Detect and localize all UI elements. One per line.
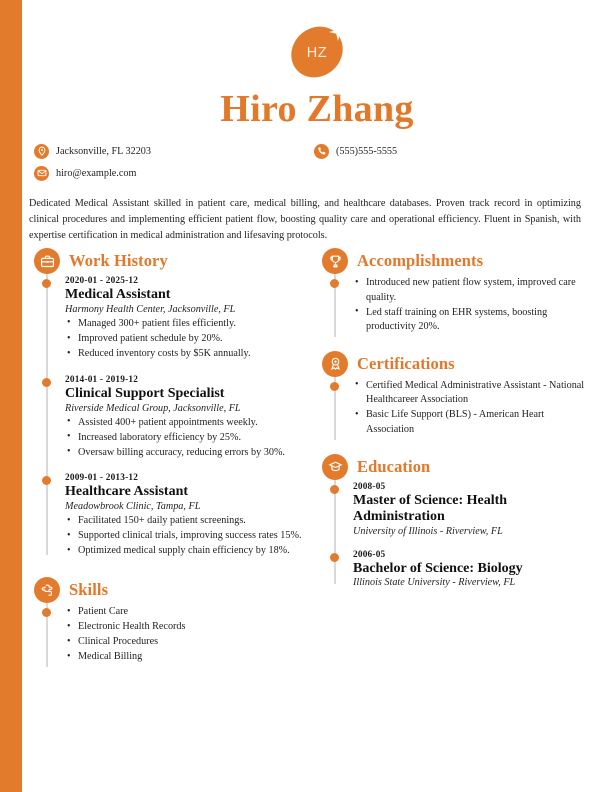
skills-entry	[65, 605, 302, 665]
education-entry-title: Master of Science: Health Administration	[353, 492, 508, 524]
contact-email-text: hiro@example.com	[56, 167, 137, 179]
list-item: • Led staff training on EHR systems, boosting productivity 20%.	[353, 306, 594, 335]
section-skills	[34, 577, 302, 665]
briefcase-icon	[34, 248, 60, 274]
bullet-item: • Oversaw billing accuracy, reducing errors by 30%.	[65, 446, 302, 461]
work-history-title: Work History	[69, 251, 168, 270]
accomplishments-list	[353, 276, 594, 335]
section-education	[322, 454, 594, 589]
candidate-name: Hiro Zhang	[220, 88, 414, 130]
list-item: • Clinical Procedures	[65, 635, 302, 650]
award-ribbon-icon	[322, 351, 348, 377]
certifications-title: Certifications	[357, 353, 455, 373]
contact-location-text: Jacksonville, FL 32203	[56, 145, 151, 157]
contact-email	[34, 166, 136, 181]
work-entry-date: 2020-01 - 2025-12	[65, 276, 139, 286]
list-item: • Electronic Health Records	[65, 620, 302, 635]
education-entry-date: 2008-05	[353, 481, 386, 492]
list-item: • Certified Medical Administrative Assistant - National Healthcareer Association	[353, 379, 594, 408]
section-certifications	[322, 351, 594, 438]
monogram-logo	[282, 22, 352, 84]
right-column	[322, 248, 594, 590]
education-entry-org: Illinois State University - Riverview, FL	[353, 577, 516, 589]
section-work-history	[34, 248, 302, 559]
list-item: • Introduced new patient flow system, improved care quality.	[353, 276, 594, 305]
work-entry-title: Healthcare Assistant	[65, 484, 189, 500]
trophy-icon	[322, 248, 348, 274]
accomplishments-timeline	[322, 276, 594, 335]
resume-header	[22, 0, 612, 194]
phone-icon	[314, 144, 329, 159]
certifications-timeline	[322, 379, 594, 438]
work-entry-org: Riverside Medical Group, Jacksonville, FL	[65, 402, 241, 414]
accomplishments-title: Accomplishments	[357, 251, 484, 270]
bullet-item: • Facilitated 150+ daily patient screenings.	[65, 514, 302, 529]
contact-location	[34, 144, 151, 159]
graduation-cap-icon	[322, 454, 348, 480]
work-entry-title: Medical Assistant	[65, 287, 171, 302]
section-accomplishments	[322, 248, 594, 335]
bullet-item: • Improved patient schedule by 20%.	[65, 332, 302, 347]
contact-info	[22, 144, 612, 194]
logo-initials: HZ	[306, 45, 328, 61]
work-history-timeline	[34, 276, 302, 559]
work-entry	[65, 276, 302, 362]
education-entry	[353, 482, 594, 537]
skills-header	[34, 577, 302, 603]
education-entry	[353, 550, 594, 589]
accomplishments-entry	[353, 276, 594, 335]
work-entry-title: Clinical Support Specialist	[65, 385, 225, 401]
work-entry	[65, 473, 302, 559]
bullet-item: • Supported clinical trials, improving success rates 15%.	[65, 529, 302, 544]
work-entry-date: 2009-01 - 2013-12	[65, 473, 139, 484]
bullet-item: • Optimized medical supply chain efficiency by 18%.	[65, 544, 302, 559]
contact-phone	[314, 144, 397, 159]
education-timeline	[322, 482, 594, 589]
work-entry-bullets	[65, 514, 302, 559]
skills-timeline	[34, 605, 302, 665]
bullet-item: • Increased laboratory efficiency by 25%.	[65, 431, 302, 446]
education-header	[322, 454, 594, 480]
puzzle-piece-icon	[34, 577, 60, 603]
list-item: • Medical Billing	[65, 650, 302, 665]
list-item: • Basic Life Support (BLS) - American Heart Association	[353, 408, 594, 437]
envelope-icon	[34, 166, 49, 181]
left-column	[34, 248, 302, 665]
bullet-item: • Assisted 400+ patient appointments weekly.	[65, 416, 302, 431]
education-title: Education	[357, 456, 431, 476]
location-pin-icon	[34, 144, 49, 159]
certifications-entry	[353, 379, 594, 438]
contact-phone-text: (555)555-5555	[336, 145, 398, 157]
work-entry-bullets	[65, 416, 302, 461]
work-history-header	[34, 248, 302, 274]
education-entry-title: Bachelor of Science: Biology	[353, 560, 523, 576]
bullet-item: • Reduced inventory costs by $5K annually.	[65, 347, 302, 362]
skills-list	[65, 605, 302, 665]
work-entry-bullets	[65, 317, 302, 362]
professional-summary: Dedicated Medical Assistant skilled in patient care, medical billing, and healthcare databases. Proven track record in optimizing clinical procedures and implementing efficient patient flow, boosting quality care and operational efficiency. Fluent in Spanish, with expertise certification in medical administration and lifesaving protocols.	[29, 198, 581, 241]
skills-title: Skills	[69, 580, 109, 600]
work-entry-org: Harmony Health Center, Jacksonville, FL	[65, 303, 236, 315]
education-entry-date: 2006-05	[353, 549, 386, 560]
work-entry-org: Meadowbrook Clinic, Tampa, FL	[65, 501, 201, 513]
bullet-item: • Managed 300+ patient files efficiently.	[65, 317, 302, 332]
accomplishments-header	[322, 248, 594, 274]
certifications-list	[353, 379, 594, 438]
left-accent-bar	[0, 0, 22, 792]
certifications-header	[322, 351, 594, 377]
list-item: • Patient Care	[65, 605, 302, 620]
education-entry-org: University of Illinois - Riverview, FL	[353, 525, 503, 537]
work-entry	[65, 375, 302, 461]
work-entry-date: 2014-01 - 2019-12	[65, 374, 139, 385]
